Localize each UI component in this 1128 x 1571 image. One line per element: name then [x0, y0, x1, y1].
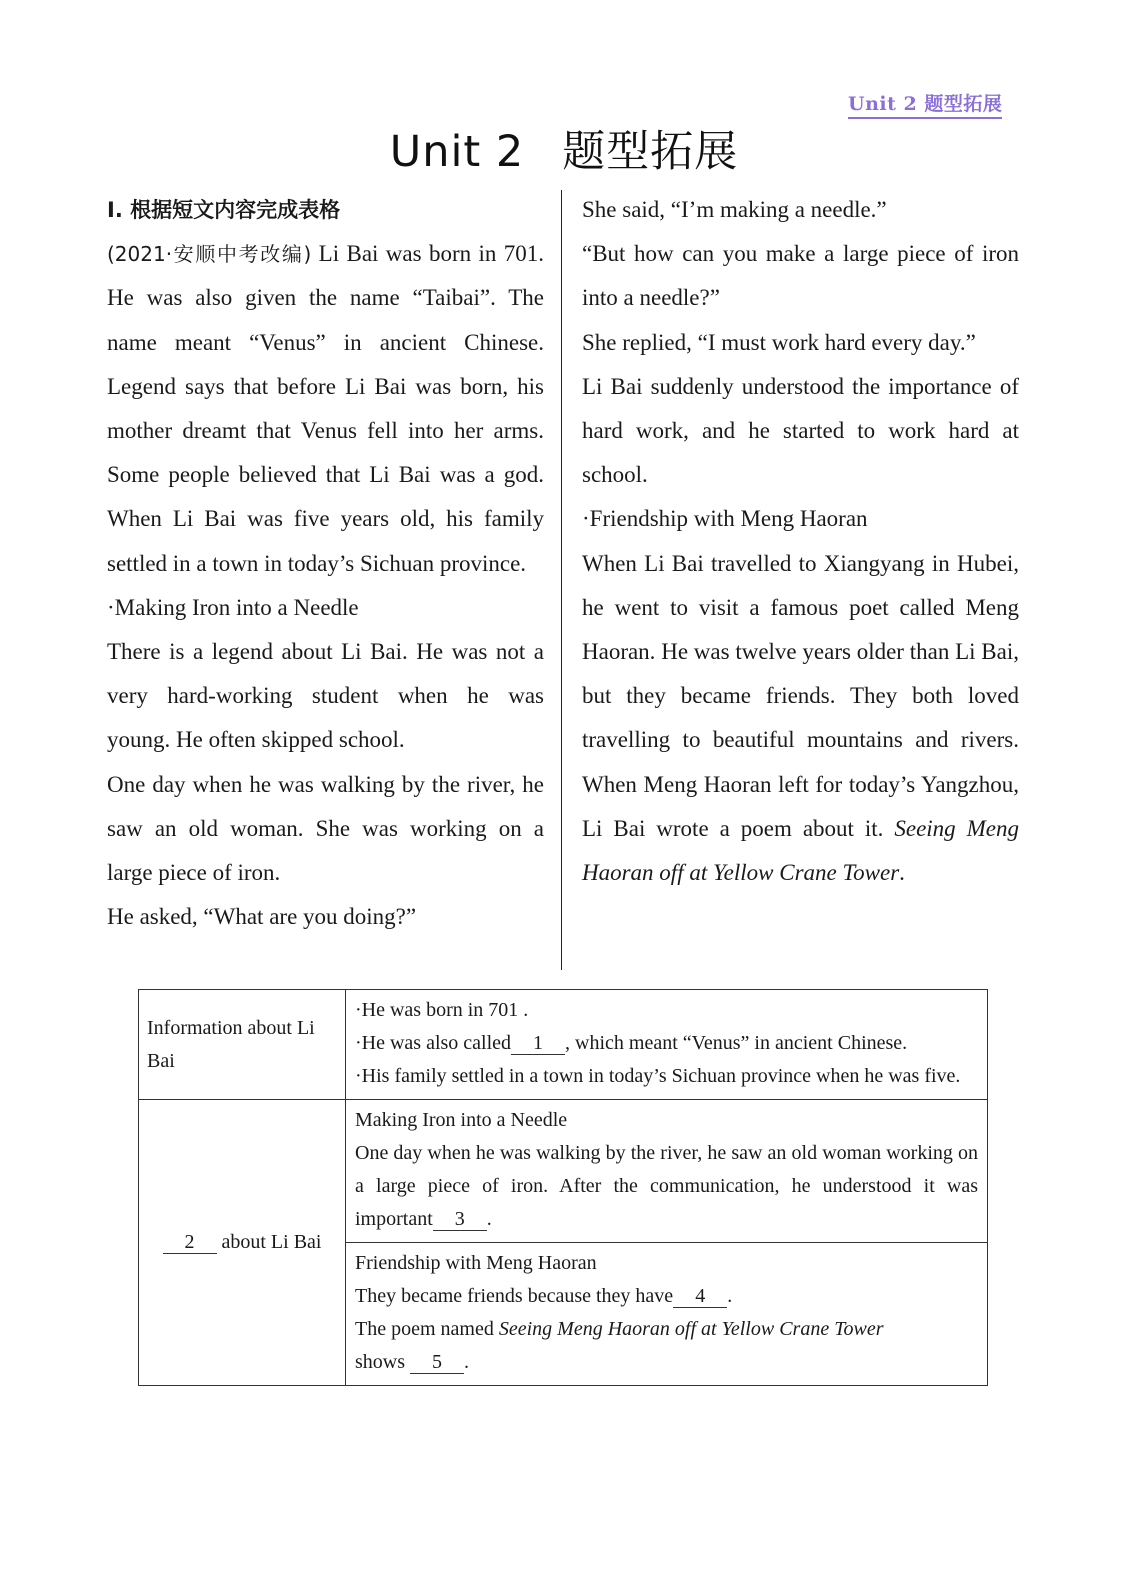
story-friendship-title: Friendship with Meng Haoran — [355, 1252, 597, 1274]
row-label-stories-text: about Li Bai — [216, 1231, 322, 1253]
row-content-information — [346, 990, 988, 1100]
story-friendship-cell — [346, 1243, 988, 1386]
info-table — [138, 989, 988, 1386]
source-note: (2021·安顺中考改编) — [107, 242, 312, 267]
passage-right-column — [582, 188, 1019, 895]
title-unit: Unit 2 — [389, 127, 525, 177]
passage-paragraph-4: He asked, “What are you doing?” — [107, 904, 417, 930]
page-title — [0, 118, 1128, 179]
blank-5[interactable]: 5 — [410, 1351, 464, 1374]
passage-paragraph-6: “But how can you make a large piece of iron into a needle?” — [582, 241, 1019, 311]
story-friendship-line-3 — [355, 1346, 978, 1379]
story-friendship-poem: Seeing Meng Haoran off at Yellow Crane Tower — [498, 1318, 884, 1340]
story-needle-end: . — [486, 1208, 492, 1230]
row-label-stories — [139, 1100, 346, 1386]
story-friendship-line-3-pre: shows — [355, 1351, 411, 1373]
story-needle-body: One day when he was walking by the river, he saw an old woman working on a large piece of iron. After the communication, he understood it was important — [355, 1142, 978, 1230]
table-row — [139, 1100, 988, 1243]
passage-text-1: Li Bai was born in 701. He was also given the name “Taibai”. The name meant “Venus” in ancient Chinese. Legend says that before Li Bai was born, his mother dreamt that Venus fell into her arms. Some people believed that Li Bai was a god. When Li Bai was five years old, his family settled in a town in today’s Sichuan province. — [107, 241, 544, 576]
passage-left-column — [107, 188, 544, 939]
info-line-2 — [355, 1027, 978, 1060]
table-row — [139, 990, 988, 1100]
passage-paragraph-5: She said, “I’m making a needle.” — [582, 197, 887, 222]
story-needle-cell — [346, 1100, 988, 1243]
column-divider — [561, 190, 562, 970]
passage-paragraph-8: Li Bai suddenly understood the importance of hard work, and he started to work hard at school. — [582, 373, 1019, 488]
story-friendship-line-2-pre: The poem named — [355, 1318, 499, 1340]
passage-text-9: When Li Bai travelled to Xiangyang in Hubei, he went to visit a famous poet called Meng Haoran. He was twelve years older than Li Bai, but they became friends. They both loved travelling to beautiful mountains and rivers. When Meng Haoran left for today’s Yangzhou, Li Bai wrote a poem about it. — [582, 550, 1019, 841]
info-line-3: ·His family settled in a town in today’s Sichuan province when he was five. — [355, 1065, 961, 1087]
passage-paragraph-3: One day when he was walking by the river, he saw an old woman. She was working on a large piece of iron. — [107, 771, 544, 886]
row-label-information: Information about Li Bai — [139, 990, 346, 1100]
title-chinese: 题型拓展 — [562, 127, 739, 177]
story-friendship-line-1 — [355, 1280, 978, 1313]
info-line-2-post: , which meant “Venus” in ancient Chinese. — [565, 1032, 908, 1054]
story-friendship-line-1-pre: They became friends because they have — [355, 1285, 674, 1307]
passage-paragraph-7: She replied, “I must work hard every day.” — [582, 329, 976, 355]
story-needle-title: Making Iron into a Needle — [355, 1109, 568, 1131]
blank-1[interactable]: 1 — [511, 1032, 565, 1055]
passage-paragraph-1 — [107, 232, 544, 586]
poem-end: . — [899, 860, 905, 886]
blank-2[interactable]: 2 — [163, 1231, 217, 1254]
story-friendship-line-3-post: . — [464, 1351, 470, 1373]
section-heading: Ⅰ. 根据短文内容完成表格 — [107, 198, 341, 222]
passage-paragraph-2: There is a legend about Li Bai. He was not a very hard-working student when he was young. He often skipped school. — [107, 639, 544, 753]
story-needle-text — [355, 1137, 978, 1236]
poem-title: Seeing Meng Haoran off at Yellow Crane Tower — [582, 815, 1019, 886]
passage-paragraph-9 — [582, 542, 1019, 896]
header-unit-tag: Unit 2 题型拓展 — [848, 89, 1002, 119]
subheading-needle: ·Making Iron into a Needle — [107, 594, 359, 620]
story-friendship-line-2 — [355, 1313, 978, 1346]
info-line-2-pre: ·He was also called — [355, 1032, 512, 1054]
blank-3[interactable]: 3 — [433, 1208, 487, 1231]
info-line-1: ·He was born in 701 . — [355, 999, 529, 1021]
subheading-friendship: ·Friendship with Meng Haoran — [582, 506, 868, 532]
story-friendship-line-1-post: . — [727, 1285, 733, 1307]
blank-4[interactable]: 4 — [673, 1285, 727, 1308]
